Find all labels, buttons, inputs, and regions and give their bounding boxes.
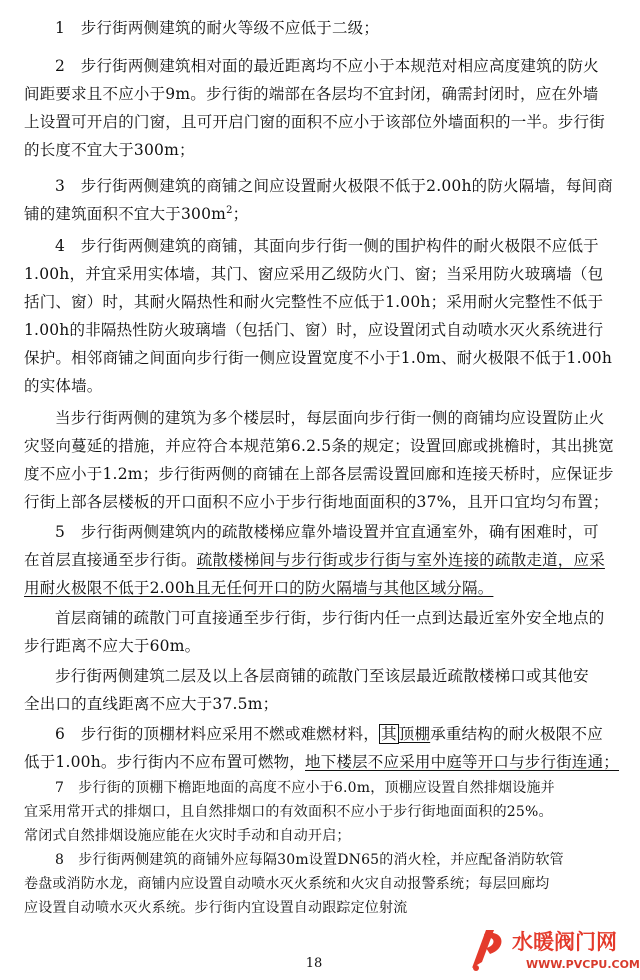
- watermark-url: WWW.PVCPU.COM: [526, 958, 640, 971]
- clause-4: [24, 232, 613, 400]
- superscript: 2: [226, 204, 233, 216]
- text-line: 常闭式自然排烟设施应能在火灾时手动和自动开启；: [24, 828, 351, 844]
- text-span: 低于1.00h。步行街内不应布置可燃物，: [24, 753, 305, 771]
- text-line: 4 步行街两侧建筑的商铺，其面向步行街一侧的围护构件的耐火极限不应低于: [55, 237, 599, 255]
- text-span: 承重结构的耐火极限不应: [430, 725, 603, 743]
- text-line: 度不应小于1.2m；步行街两侧的商铺在上部各层需设置回廊和连接天桥时，应保证步: [24, 465, 614, 483]
- text-span: 6 步行街的顶棚材料应采用不燃或难燃材料，: [55, 725, 380, 743]
- text-line: 间距要求且不应小于9m。步行街的端部在各层均不宜封闭，确需封闭时，应在外墙: [24, 85, 599, 103]
- text-line: 步行距离不应大于60m。: [24, 637, 201, 655]
- text-line: 1.00h的非隔热性防火玻璃墙（包括门、窗）时，应设置闭式自动喷水灭火系统进行: [24, 321, 604, 339]
- text-line: [24, 720, 608, 748]
- clause-2: [24, 52, 608, 164]
- text-line: 2 步行街两侧建筑相对面的最近距离均不应小于本规范对相应高度建筑的防火: [55, 57, 599, 75]
- text-line: 的长度不宜大于300m；: [24, 141, 195, 159]
- watermark-title: 水暖阀门网: [512, 930, 617, 954]
- text-line: 5 步行街两侧建筑内的疏散楼梯应靠外墙设置并宜直通室外，确有困难时，可: [55, 523, 599, 541]
- text-line: 的实体墙。: [24, 377, 103, 395]
- page-number: 18: [305, 956, 323, 971]
- clause-6: [24, 720, 620, 776]
- text-line: 括门、窗）时，其耐火隔热性和耐火完整性不应低于1.00h；采用耐火完整性不低于: [24, 293, 604, 311]
- watermark: [462, 918, 640, 980]
- text-span: ；: [232, 205, 249, 223]
- underlined-text: 用耐火极限不低于2.00h且无任何开口的防火隔墙与其他区域分隔。: [24, 579, 494, 597]
- text-line: 上设置可开启的门窗，且可开启门窗的面积不应小于该部位外墙面积的一半。步行街: [24, 113, 605, 131]
- text-span: 在首层直接通至步行街。: [24, 551, 197, 569]
- text-line: 8 步行街两侧建筑的商铺外应每隔30m设置DN65的消火栓，并应配备消防软管: [55, 852, 564, 868]
- text-line: 首层商铺的疏散门可直接通至步行街，步行街内任一点到达最近室外安全地点的: [55, 609, 605, 627]
- text-line: 当步行街两侧的建筑为多个楼层时，每层面向步行街一侧的商铺均应设置防止火: [55, 409, 605, 427]
- text-line: 全出口的直线距离不应大于37.5m；: [24, 695, 279, 713]
- text-line: 卷盘或消防水龙，商铺内应设置自动喷水灭火系统和火灾自动报警系统；每层回廊均: [24, 876, 550, 892]
- multi-storey-paragraph: [24, 404, 614, 516]
- clause-7: [24, 776, 608, 848]
- text-line: 步行街两侧建筑二层及以上各层商铺的疏散门至该层最近疏散楼梯口或其他安: [55, 667, 589, 685]
- text-line: 宜采用常开式的排烟口，且自然排烟口的有效面积不应小于步行街地面面积的25%。: [24, 804, 553, 820]
- text-line: 保护。相邻商铺之间面向步行街一侧应设置宽度不小于1.0m、耐火极限不低于1.00h: [24, 349, 613, 367]
- text-span: 铺的建筑面积不宜大于300m: [24, 205, 227, 223]
- clause-5: [24, 518, 608, 602]
- text-line: 应设置自动喷水灭火系统。步行街内宜设置自动跟踪定位射流: [24, 900, 408, 916]
- clause-3: [24, 172, 613, 228]
- text-line: 3 步行街两侧建筑的商铺之间应设置耐火极限不低于2.00h的防火隔墙，每间商: [55, 177, 613, 195]
- underlined-text: 疏散楼梯间与步行街或步行街与室外连接的疏散走道，应采: [196, 551, 605, 569]
- underlined-text: 顶棚: [398, 725, 431, 743]
- text-line: 7 步行街的顶棚下檐距地面的高度不应小于6.0m，顶棚应设置自然排烟设施并: [55, 780, 555, 796]
- upper-floor-paragraph: [24, 662, 608, 718]
- watermark-logo-icon: [464, 924, 510, 974]
- text-line: 1 步行街两侧建筑的耐火等级不应低于二级；: [55, 19, 380, 37]
- boxed-text: 其: [381, 725, 397, 743]
- text-line: [24, 748, 620, 776]
- ground-floor-paragraph: [24, 604, 608, 660]
- clause-1: [24, 14, 608, 42]
- text-line: 灾竖向蔓延的措施，并应符合本规范第6.2.5条的规定；设置回廊或挑檐时，其出挑宽: [24, 437, 614, 455]
- underlined-text: 地下楼层不应采用中庭等开口与步行街连通；: [305, 753, 620, 771]
- text-line: 行街上部各层楼板的开口面积不应小于步行街地面面积的37%，且开口宜均匀布置；: [24, 493, 609, 511]
- text-line: [24, 200, 608, 228]
- text-line: [24, 574, 608, 602]
- text-line: [24, 546, 608, 574]
- text-line: 1.00h，并宜采用实体墙，其门、窗应采用乙级防火门、窗；当采用防火玻璃墙（包: [24, 265, 604, 283]
